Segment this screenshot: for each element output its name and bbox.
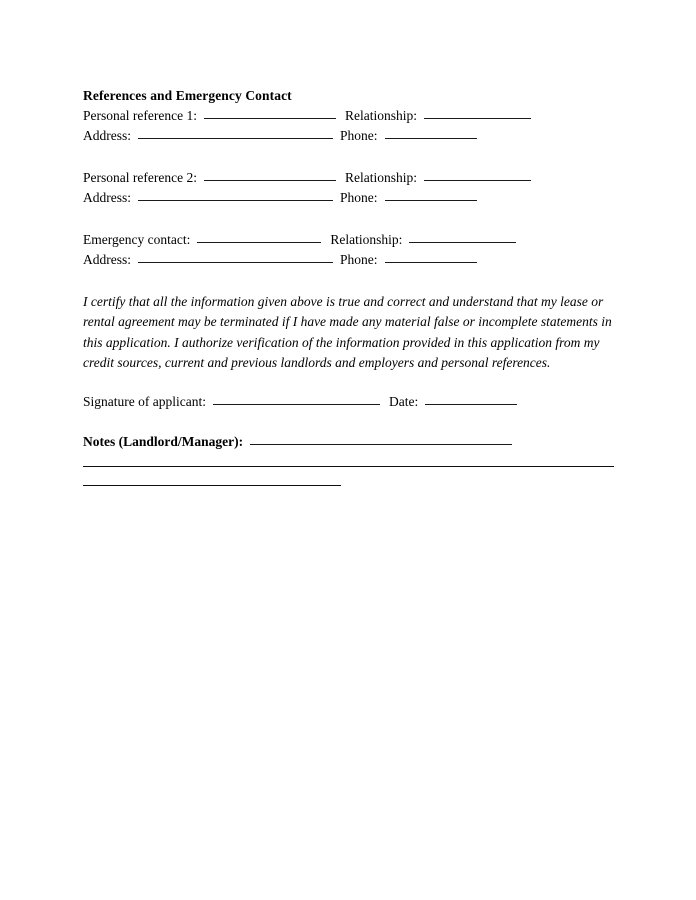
page-title: References and Emergency Contact [83,88,292,103]
signature-field[interactable] [213,404,380,405]
reference-2-phone-field[interactable] [385,200,477,201]
emergency-contact-block [83,230,623,270]
reference-1-relationship-label: Relationship: [344,108,417,123]
reference-1-address-field[interactable] [138,138,333,139]
block-spacer [83,374,623,392]
reference-1-address-label: Address: [83,128,131,143]
emergency-contact-relationship-label: Relationship: [330,232,403,247]
reference-1-name-row [83,106,623,126]
notes-field-line-3[interactable] [83,485,341,486]
reference-1-relationship-field[interactable] [424,118,531,119]
reference-2-address-label: Address: [83,190,131,205]
notes-row [83,432,623,452]
emergency-contact-relationship-field[interactable] [409,242,516,243]
emergency-contact-name-field[interactable] [197,242,321,243]
reference-block-1 [83,106,623,146]
block-spacer [83,412,623,432]
reference-2-name-field[interactable] [204,180,336,181]
reference-2-relationship-field[interactable] [424,180,531,181]
block-spacer [83,467,623,485]
reference-1-name-label: Personal reference 1: [83,108,197,123]
emergency-contact-phone-field[interactable] [385,262,477,263]
reference-2-relationship-label: Relationship: [344,170,417,185]
date-field[interactable] [425,404,517,405]
certification-paragraph: I certify that all the information given above is true and correct and understand that my lease or rental agreement may be terminated if I have made any material false or incomplete statements in this application. I authorize verification of the information provided in this application from my credit sources, current and previous landlords and employers and personal references. [83,294,612,371]
reference-2-address-row [83,188,623,208]
reference-block-2 [83,168,623,208]
block-spacer [83,270,623,292]
emergency-contact-address-field[interactable] [138,262,333,263]
reference-1-phone-field[interactable] [385,138,477,139]
signature-row [83,392,623,412]
date-label: Date: [388,393,419,409]
emergency-contact-address-label: Address: [83,252,131,267]
emergency-contact-label: Emergency contact: [83,232,191,247]
reference-2-name-label: Personal reference 2: [83,170,197,185]
block-spacer [83,146,623,168]
reference-1-address-row [83,126,623,146]
reference-1-name-field[interactable] [204,118,336,119]
signature-label: Signature of applicant: [83,393,206,409]
emergency-contact-address-row [83,250,623,270]
notes-field-line-1[interactable] [250,444,512,445]
block-spacer [83,208,623,230]
reference-2-phone-label: Phone: [340,190,378,205]
notes-label: Notes (Landlord/Manager): [83,433,244,449]
reference-2-address-field[interactable] [138,200,333,201]
reference-2-name-row [83,168,623,188]
emergency-contact-phone-label: Phone: [340,252,378,267]
document-body [83,86,623,486]
emergency-contact-name-row [83,230,623,250]
block-spacer [83,452,623,466]
reference-1-phone-label: Phone: [340,128,378,143]
